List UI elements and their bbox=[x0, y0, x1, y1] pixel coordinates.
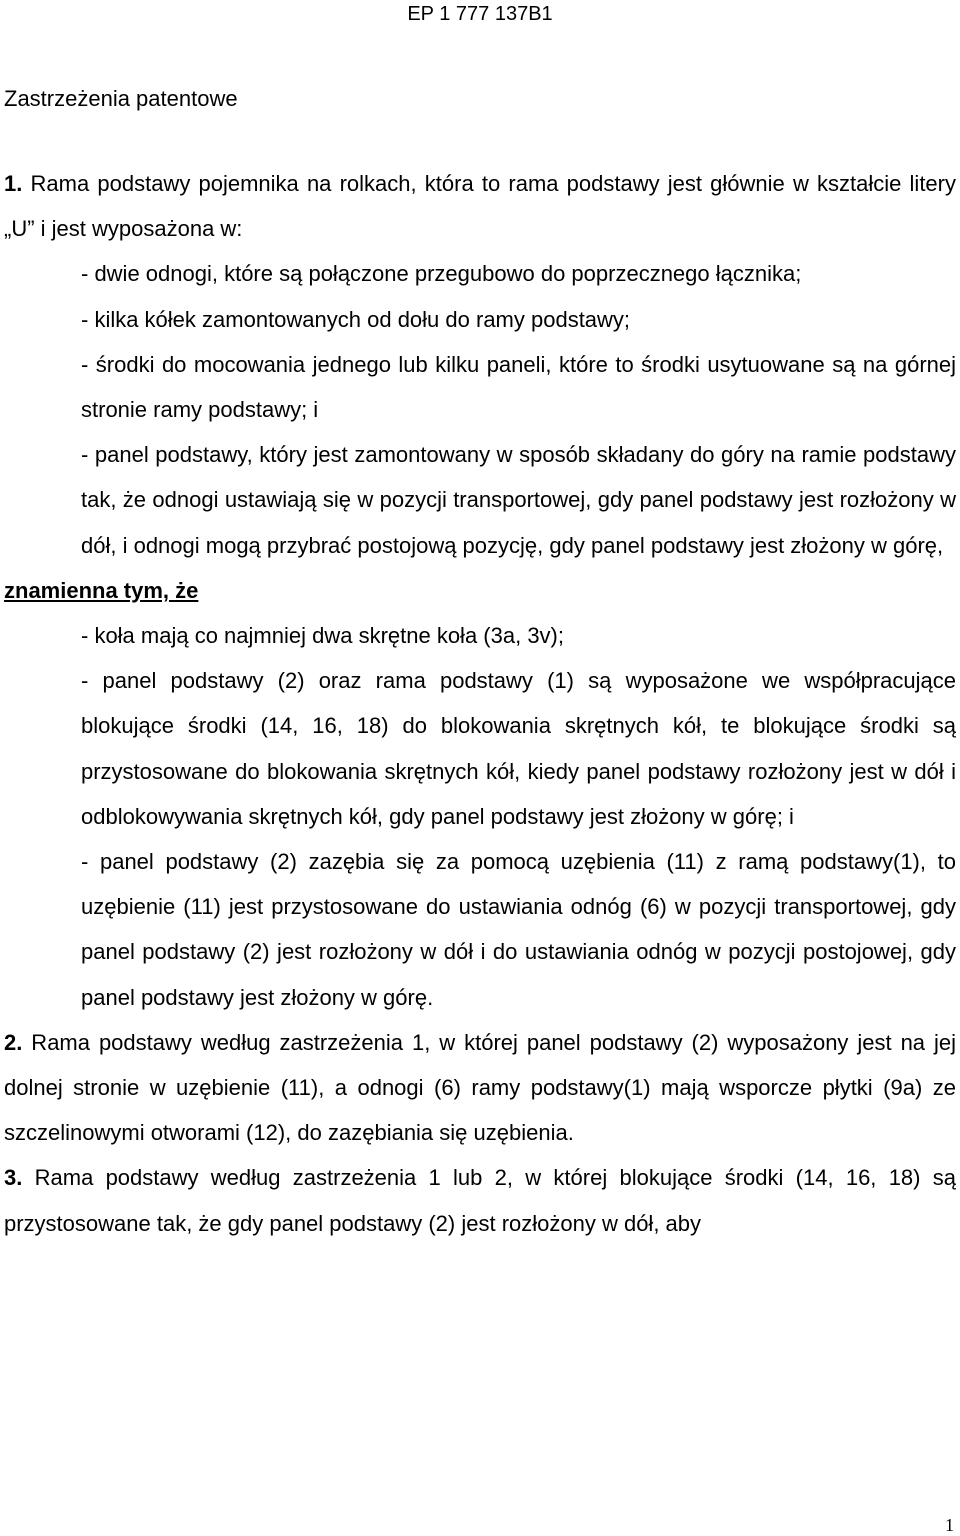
claim-text: Rama podstawy według zastrzeżenia 1, w której panel podstawy (2) wyposażony jest na jej dolnej stronie w uzębienie (11), a odnogi (6) ramy podstawy(1) mają wsporcze płytki (9a) ze szczelinowymi otworami (12), do zazębiania się uzębienia. bbox=[4, 1029, 956, 1146]
section-title: Zastrzeżenia patentowe bbox=[4, 86, 238, 111]
claims-list bbox=[4, 161, 956, 1246]
claim-number: 2. bbox=[4, 1029, 23, 1055]
claim-1-intro bbox=[4, 161, 956, 251]
claim-1-characterizing-feature: - panel podstawy (2) oraz rama podstawy (1) są wyposażone we współpracujące blokujące środki (14, 16, 18) do blokowania skrętnych kół, te blokujące środki są przystosowane do blokowania skrętnych kół, kiedy panel podstawy rozłożony jest w dół i odblokowywania skrętnych kół, gdy panel podstawy jest złożony w górę; i bbox=[81, 668, 956, 829]
claim-1-characterizing-feature: - koła mają co najmniej dwa skrętne koła (3a, 3v); bbox=[81, 623, 564, 649]
page-number: 1 bbox=[945, 1515, 954, 1535]
claim-1-feature: - dwie odnogi, które są połączone przegubowo do poprzecznego łącznika; bbox=[81, 261, 802, 287]
claim-1-feature: - środki do mocowania jednego lub kilku paneli, które to środki usytuowane są na górnej stronie ramy podstawy; i bbox=[81, 351, 956, 423]
publication-number: EP 1 777 137B1 bbox=[407, 3, 553, 25]
claim-3 bbox=[4, 1155, 956, 1245]
claim-1-feature: - panel podstawy, który jest zamontowany w sposób składany do góry na ramie podstawy tak, że odnogi ustawiają się w pozycji transportowej, gdy panel podstawy jest rozłożony w dół, i odnogi mogą przybrać postojową pozycję, gdy panel podstawy jest złożony w górę, bbox=[81, 442, 956, 558]
claim-number: 3. bbox=[4, 1165, 23, 1191]
claim-2 bbox=[4, 1020, 956, 1156]
claim-1-characterizing-feature: - panel podstawy (2) zazębia się za pomocą uzębienia (11) z ramą podstawy(1), to uzębienie (11) jest przystosowane do ustawiania odnóg (6) w pozycji transportowej, gdy panel podstawy (2) jest rozłożony w dół i do ustawiania odnóg w pozycji postojowej, gdy panel podstawy jest złożony w górę. bbox=[81, 849, 956, 1010]
claim-number: 1. bbox=[4, 171, 23, 196]
claim-1-feature: - kilka kółek zamontowanych od dołu do ramy podstawy; bbox=[81, 306, 631, 332]
characterizing-clause: znamienna tym, że bbox=[4, 577, 199, 603]
claim-text: Rama podstawy według zastrzeżenia 1 lub 2, w której blokujące środki (14, 16, 18) są przystosowane tak, że gdy panel podstawy (2) jest rozłożony w dół, aby bbox=[4, 1165, 956, 1236]
claim-text: Rama podstawy pojemnika na rolkach, która to rama podstawy jest głównie w kształcie litery „U” i jest wyposażona w: bbox=[4, 171, 956, 242]
